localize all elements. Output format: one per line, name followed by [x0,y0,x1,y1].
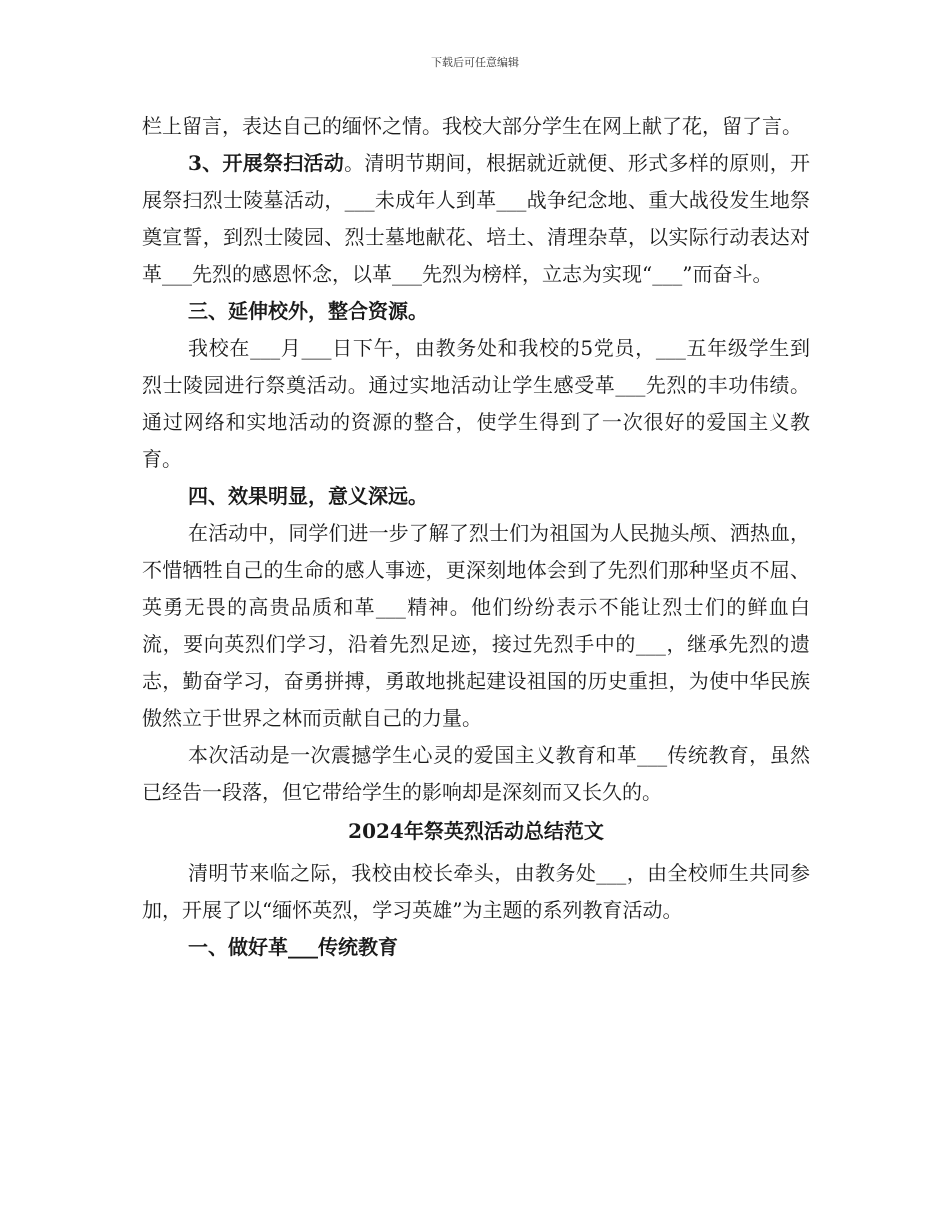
document-title: 2024年祭英烈活动总结范文 [348,819,604,843]
paragraph-continuation: 栏上留言，表达自己的缅怀之情。我校大部分学生在网上献了花，留了言。 [142,114,802,138]
paragraph-memorial-sweep [142,145,810,293]
paragraph-effects: 在活动中，同学们进一步了解了烈士们为祖国为人民抛头颅、洒热血，不惜牺牲自己的生命的感人事迹，更深刻地体会到了先烈们那种坚贞不屈、英勇无畏的高贵品质和革___精神。他们纷纷表示不能让烈士们的鲜血白流，要向英烈们学习，沿着先烈足迹，接过先烈手中的___，继承先烈的遗志，勤奋学习，奋勇拼搏，勇敢地挑起建设祖国的历史重担，为使中华民族傲然立于世界之林而贡献自己的力量。 [142,521,810,730]
paragraph-text: 。清明节期间，根据就近就便、形式多样的原则，开展祭扫烈士陵墓活动，___未成年人到革___战争纪念地、重大战役发生地祭奠宣誓，到烈士陵园、烈士墓地献花、培土、清理杂草，以实际行动表达对革___先烈的感恩怀念，以革___先烈为榜样，立志为实现“___”而奋斗。 [142,151,811,286]
section-heading-4: 四、效果明显，意义深远。 [188,484,428,508]
paragraph-extend-outside: 我校在___月___日下午，由教务处和我校的5党员，___五年级学生到烈士陵园进行祭奠活动。通过实地活动让学生感受革___先烈的丰功伟绩。通过网络和实地活动的资源的整合，使学生得到了一次很好的爱国主义教育。 [142,336,810,471]
section-heading-1: 一、做好革___传统教育 [188,935,398,959]
paragraph-intro: 清明节来临之际，我校由校长牵头，由教务处___，由全校师生共同参加，开展了以“缅怀英烈，学习英雄”为主题的系列教育活动。 [142,861,810,922]
paragraph-conclusion: 本次活动是一次震撼学生心灵的爱国主义教育和革___传统教育，虽然已经告一段落，但它带给学生的影响却是深刻而又长久的。 [142,743,810,804]
section-heading-3: 三、延伸校外，整合资源。 [188,299,428,323]
document-body [142,108,810,966]
paragraph-lead: 3、开展祭扫活动 [188,151,345,175]
page-header-note: 下载后可任意编辑 [431,56,519,69]
